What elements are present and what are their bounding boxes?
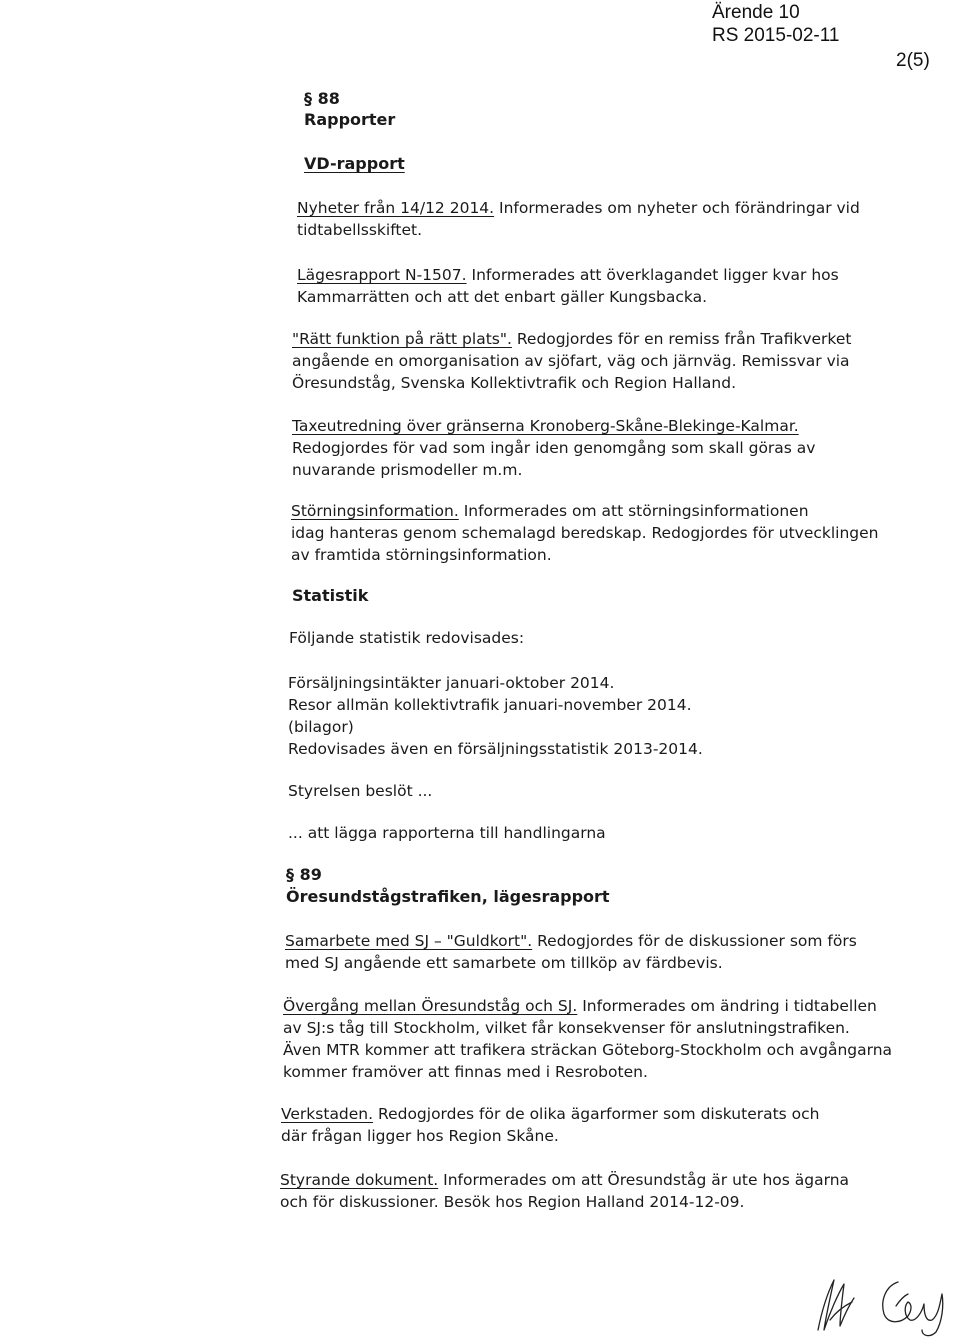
paragraph-line: Redogjordes för vad som ingår iden genomgång som skall göras av: [292, 439, 816, 457]
paragraph-nyheter: [297, 197, 860, 241]
paragraph-storningsinformation: [291, 500, 879, 566]
statistik-line: Resor allmän kollektivtrafik januari-november 2014.: [288, 696, 692, 714]
paragraph-line: tidtabellsskiftet.: [297, 221, 423, 239]
section-88-title: Rapporter: [304, 110, 396, 129]
section-89-number: § 89: [286, 865, 322, 884]
paragraph-line: angående en omorganisation av sjöfart, väg och järnväg. Remissvar via: [292, 352, 850, 370]
header-rs-date: RS 2015-02-11: [712, 25, 840, 46]
paragraph-verkstaden: [281, 1103, 820, 1147]
paragraph-text: Redogjordes för de diskussioner som förs: [537, 932, 857, 950]
paragraph-taxeutredning: [292, 415, 815, 481]
styrelsen-beslot: Styrelsen beslöt ...: [288, 782, 433, 800]
paragraph-samarbete-sj: [285, 930, 857, 974]
paragraph-lagesrapport: [297, 264, 839, 308]
paragraph-text: Informerades att överklagandet ligger kvar hos: [471, 266, 839, 284]
item-heading: Lägesrapport N-1507.: [297, 266, 467, 284]
paragraph-text: Redogjordes för en remiss från Trafikverket: [516, 330, 852, 348]
paragraph-text: Informerades om att störningsinformationen: [463, 502, 809, 520]
item-heading: "Rätt funktion på rätt plats".: [292, 330, 512, 348]
paragraph-ratt-funktion: [292, 328, 851, 394]
item-heading: Samarbete med SJ – "Guldkort".: [285, 932, 533, 950]
paragraph-text: Informerades om ändring i tidtabellen: [582, 997, 877, 1015]
statistik-list: [288, 672, 703, 760]
statistik-intro: Följande statistik redovisades:: [289, 629, 525, 647]
paragraph-line: av SJ:s tåg till Stockholm, vilket får konsekvenser för anslutningstrafiken.: [283, 1019, 850, 1037]
vd-rapport-heading: VD-rapport: [304, 154, 405, 173]
item-heading: Verkstaden.: [281, 1105, 374, 1123]
statistik-line: (bilagor): [288, 718, 354, 736]
paragraph-line: av framtida störningsinformation.: [291, 546, 552, 564]
paragraph-line: med SJ angående ett samarbete om tillköp av färdbevis.: [285, 954, 723, 972]
paragraph-line: Kammarrätten och att det enbart gäller Kungsbacka.: [297, 288, 708, 306]
section-88-number: § 88: [304, 89, 340, 108]
paragraph-line: där frågan ligger hos Region Skåne.: [281, 1127, 559, 1145]
statistik-line: Försäljningsintäkter januari-oktober 2014.: [288, 674, 615, 692]
paragraph-line: nuvarande prismodeller m.m.: [292, 461, 523, 479]
section-89-title: Öresundstågstrafiken, lägesrapport: [286, 887, 610, 906]
paragraph-line: kommer framöver att finnas med i Resroboten.: [283, 1063, 648, 1081]
paragraph-line: Även MTR kommer att trafikera sträckan Göteborg-Stockholm och avgångarna: [283, 1041, 893, 1059]
item-heading: Styrande dokument.: [280, 1171, 439, 1189]
item-heading: Taxeutredning över gränserna Kronoberg-Skåne-Blekinge-Kalmar.: [292, 417, 799, 435]
item-heading: Övergång mellan Öresundståg och SJ.: [283, 997, 578, 1015]
statistik-line: Redovisades även en försäljningsstatistik 2013-2014.: [288, 740, 703, 758]
item-heading: Nyheter från 14/12 2014.: [297, 199, 495, 217]
paragraph-text: Informerades om nyheter och förändringar vid: [499, 199, 860, 217]
paragraph-styrande-dokument: [280, 1169, 849, 1213]
paragraph-line: och för diskussioner. Besök hos Region Halland 2014-12-09.: [280, 1193, 745, 1211]
paragraph-text: Redogjordes för de olika ägarformer som diskuterats och: [378, 1105, 820, 1123]
statistik-heading: Statistik: [292, 586, 369, 605]
paragraph-line: idag hanteras genom schemalagd beredskap. Redogjordes för utvecklingen: [291, 524, 879, 542]
paragraph-overgang: [283, 995, 892, 1083]
decision-text: ... att lägga rapporterna till handlingarna: [288, 824, 606, 842]
handwritten-initials: [800, 1260, 960, 1340]
paragraph-line: Öresundståg, Svenska Kollektivtrafik och Region Halland.: [292, 374, 737, 392]
header-arende: Ärende 10: [712, 2, 800, 23]
paragraph-text: Informerades om att Öresundståg är ute hos ägarna: [443, 1171, 850, 1189]
item-heading: Störningsinformation.: [291, 502, 459, 520]
page-number: 2(5): [896, 50, 930, 71]
